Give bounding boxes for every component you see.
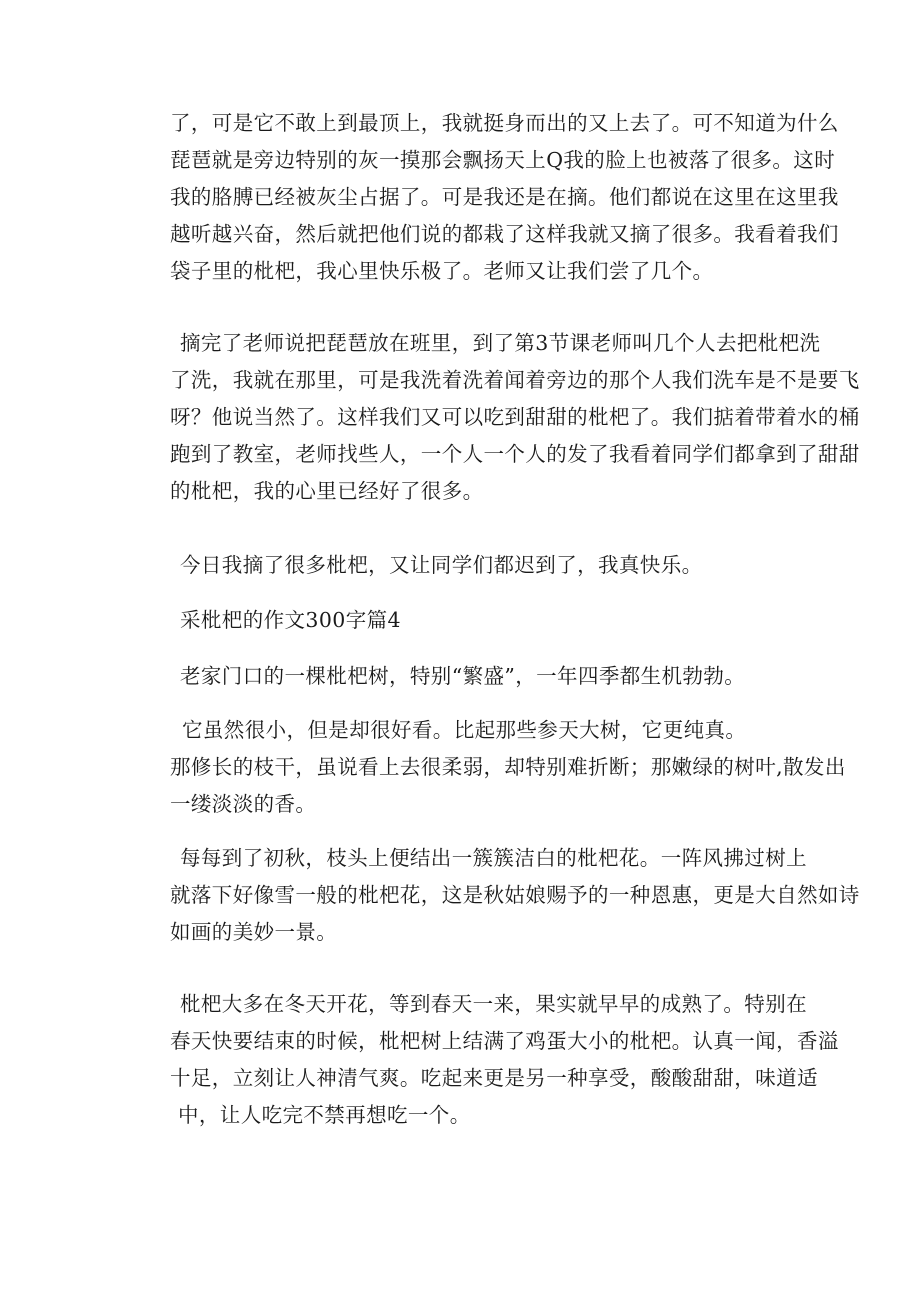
text-line: 越听越兴奋，然后就把他们说的都栽了这样我就又摘了很多。我看着我们 [170,222,839,246]
text-line: 一缕淡淡的香。 [170,792,317,816]
text-line: 我的胳膊已经被灰尘占据了。可是我还是在摘。他们都说在这里在这里我 [170,185,839,209]
paragraph-8 [170,986,839,1134]
text-line: 了洗，我就在那里，可是我洗着洗着闻着旁边的那个人我们洗车是不是要飞 [170,368,860,392]
text-line: 老家门口的一棵枇杷树，特别“繁盛”，一年四季都生机勃勃。 [180,664,746,688]
section-heading [180,602,401,639]
text-line: 今日我摘了很多枇杷，又让同学们都迟到了，我真快乐。 [180,553,703,577]
text-line: 十足，立刻让人神清气爽。吃起来更是另一种享受，酸酸甜甜，味道适 [170,1066,818,1090]
text-line: 它虽然很小，但是却很好看。比起那些参天大树，它更纯真。 [182,718,747,742]
text-line: 呀？他说当然了。这样我们又可以吃到甜甜的枇杷了。我们掂着带着水的桶 [170,405,860,429]
text-line: 跑到了教室，老师找些人，一个人一个人的发了我看着同学们都拿到了甜甜 [170,442,860,466]
text-line: 摘完了老师说把琵琶放在班里，到了第3节课老师叫几个人去把枇杷洗 [180,331,821,355]
text-line: 了，可是它不敢上到最顶上，我就挺身而出的又上去了。可不知道为什么 [170,111,839,135]
paragraph-1 [170,105,839,290]
text-line: 如画的美妙一景。 [170,920,338,944]
text-line: 中，让人吃完不禁再想吃一个。 [178,1103,471,1127]
text-line: 琵琶就是旁边特别的灰一摸那会飘扬天上Q我的脸上也被落了很多。这时 [170,148,836,172]
text-line: 春天快要结束的时候，枇杷树上结满了鸡蛋大小的枇杷。认真一闻，香溢 [170,1029,839,1053]
paragraph-3 [170,547,790,584]
paragraph-6 [170,712,846,823]
paragraph-5 [170,658,790,695]
paragraph-2 [170,325,860,510]
text-line: 每每到了初秋，枝头上便结出一簇簇洁白的枇杷花。一阵风拂过树上 [180,846,807,870]
text-line: 就落下好像雪一般的枇杷花，这是秋姑娘赐予的一种恩惠，更是大自然如诗 [170,883,860,907]
paragraph-7 [170,840,860,951]
heading-text: 采枇杷的作文300字篇4 [180,608,401,632]
text-line: 的枇杷，我的心里已经好了很多。 [170,479,484,503]
text-line: 枇杷大多在冬天开花，等到春天一来，果实就早早的成熟了。特别在 [180,992,807,1016]
text-line: 袋子里的枇杷，我心里快乐极了。老师又让我们尝了几个。 [170,259,714,283]
text-line: 那修长的枝干，虽说看上去很柔弱，却特别难折断；那嫩绿的树叶,散发出 [170,755,846,779]
